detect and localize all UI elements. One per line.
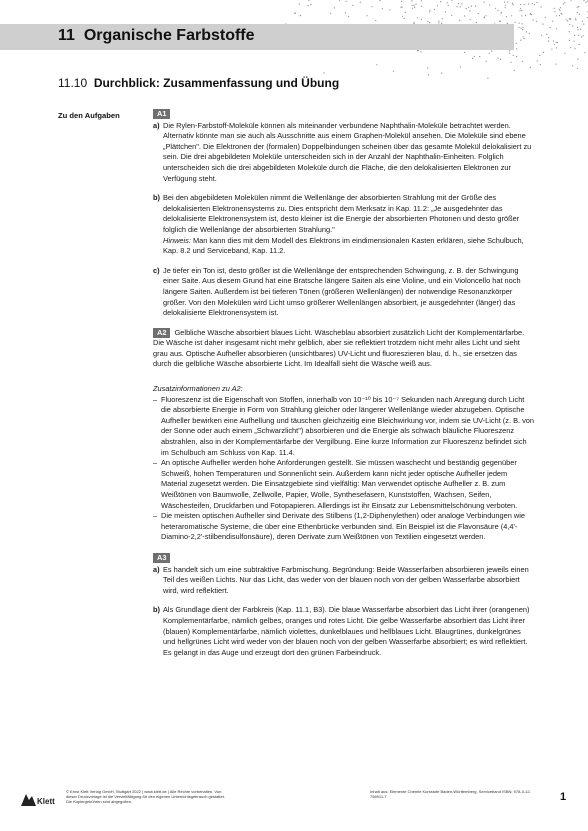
a2-bullet: – Die meisten optischen Aufheller sind Derivate des Stilbens (1,2-Diphenylethen) oder analoge Verbindungen wie heteraromatische Systeme, die über eine Ethenbrücke verbunden sind. Ein Beispiel ist die Flavonsäure (4,4'-Diamino-2,2'-stilbendisulfonsäure), deren Derivate zum Weißtönen von Textilien eingesetzt werden. xyxy=(153,511,526,542)
page-number: 1 xyxy=(560,791,567,803)
side-label: Zu den Aufgaben xyxy=(58,111,120,120)
a2-bullet: – Fluoreszenz ist die Eigenschaft von Stoffen, innerhalb von 10⁻¹⁰ bis 10⁻⁷ Sekunden nach Anregung durch Licht die absorbierte Energie in Form von Strahlung gleicher oder längerer Wellenlänge wieder abzugeben. Optische Aufheller bewirken eine Aufhellung und täuschen gleichzeitig eine Bleichwirkung vor, indem sie UV-Licht (z. B. von der Sonne oder auch einem „Schwarzlicht") absorbieren und die Energie als schwach bläuliche Fluoreszenz abstrahlen, also in der Komplementärfarbe der Vergilbung. Eine kurze Information zur Fluoreszenz befindet sich im Schulbuch am Schluss von Kap. 11.4. xyxy=(153,394,535,457)
footer-copyright: © Ernst Klett Verlag GmbH, Stuttgart 2022 | www.klett.de | Alle Rechte vorbehalten. Von dieser Druckvorlage ist die Vervielfältigung für den eigenen Unterrichtsgebrauch gestattet. Die Kopiergebühren sind abgegolten. xyxy=(66,789,225,805)
a3-item-a: a) Es handelt sich um eine subtraktive Farbmischung. Begründung: Beide Wasserfarben absorbieren jeweils einen Teil des weißen Lichts. Nur das Licht, das weder von der blauen noch von der gelben Wasserfarbe absorbiert wird, wird reflektiert. xyxy=(153,564,529,595)
klett-logo-icon xyxy=(20,790,56,808)
svg-text:Klett: Klett xyxy=(37,797,55,806)
a2-extra-heading: Zusatzinformationen zu A2: xyxy=(153,384,243,394)
section-title: 11.10 Durchblick: Zusammenfassung und Übung xyxy=(58,76,340,90)
task-badge-a1: A1 xyxy=(153,109,170,119)
task-badge-a2: A2 xyxy=(153,328,170,338)
a1-item-b: b) Bei den abgebildeten Molekülen nimmt die Wellenlänge der absorbierten Strahlung mit der Größe des delokalisierten Elektronensystems zu. Dies entspricht dem Merksatz in Kap. 11.2: „Je ausgedehnter das delokalisierte Elektronensystem ist, desto kleiner ist die Energie der absorbierten Photonen und desto größer folglich die Wellenlänge der absorbierten Strahlung." Hinweis: Man kann dies mit dem Modell des Elektrons im eindimensionalen Kasten erklären, siehe Schulbuch, Kap. 8.2 und Serviceband, Kap. 11.2. xyxy=(153,193,524,256)
task-badge-a3: A3 xyxy=(153,553,170,563)
a1-item-a: a) Die Rylen-Farbstoff-Moleküle können als miteinander verbundene Naphthalin-Moleküle betrachtet werden. Alternativ könnte man sie auch als Ausschnitte aus einem Graphen-Molekül ansehen. Die Moleküle sind ebene „Plättchen". Die Elektronen der (formalen) Doppelbindungen scheinen über das gesamte Molekül delokalisiert zu sein. Die drei abgebildeten Moleküle unterscheiden sich in der Anzahl der Naphthalin-Einheiten. Folglich unterscheiden sich die drei abgebildeten Moleküle durch die Fläche, die den delokalisierten Elektronen zur Verfügung steht. xyxy=(153,120,532,183)
footer-source: Inhalt aus: Elemente Chemie Kursstufe Baden-Württemberg, Serviceband ISBN: 978-3-12-756911-7 xyxy=(370,789,531,800)
a1-item-c: c) Je tiefer ein Ton ist, desto größer ist die Wellenlänge der entsprechenden Schwingung, z. B. der Schwingung einer Saite. Aus diesem Grund hat eine Bratsche längere Saiten als eine Violine, und ein Violoncello hat noch längere Saiten. Außerdem ist bei tieferen Tönen (größeren Wellenlängen) der notwendige Resonanzkörper größer. Von den Molekülen wird Licht umso größerer Wellenlängen absorbiert, je ausgedehnter (länger) das delokalisierte Elektronensystem ist. xyxy=(153,265,521,318)
a2-bullet: – An optische Aufheller werden hohe Anforderungen gestellt. Sie müssen waschecht und beständig gegenüber Schweiß, hohen Temperaturen und Sonnenlicht sein. Außerdem kann nicht jeder optische Aufheller jedem Material zugesetzt werden. Die Einsatzgebiete sind vielfältig: Man verwendet optische Aufheller z. B. zum Weißtönen von Baumwolle, Zellwolle, Papier, Wolle, Synthesefasern, Kunststoffen, Wachsen, Seifen, Wäschesteifen, Druckfarben und Fotopapieren. Allerdings ist ihr Einsatz zur Lebensmittelschönung verboten. xyxy=(153,458,518,510)
main-content xyxy=(153,109,535,667)
a2-paragraph: A2 Gelbliche Wäsche absorbiert blaues Licht. Wäscheblau absorbiert zusätzlich Licht der Komplementärfarbe. Die Wäsche ist daher insgesamt nicht mehr gelblich, aber sie reflektiert trotzdem nicht mehr alles Licht und sieht grau aus. Optische Aufheller absorbieren (unsichtbares) UV-Licht und fluoreszieren blau, d. h., sie ersetzen das durch die gelbliche Wäsche absorbierte Licht. Im Idealfall sieht die Wäsche weiß aus. xyxy=(153,327,525,369)
chapter-title: 11 Organische Farbstoffe xyxy=(58,27,255,44)
a3-item-b: b) Als Grundlage dient der Farbkreis (Kap. 11.1, B3). Die blaue Wasserfarbe absorbiert das Licht ihrer (orangenen) Komplementärfarbe, nämlich gelbes, oranges und rotes Licht. Die gelbe Wasserfarbe absorbiert das Licht ihrer (blauen) Komplementärfarbe, nämlich violettes, dunkelblaues und hellblaues Licht. Blaugrünes, dunkelgrünes und hellgrünes Licht wird weder von der blauen noch von der gelben Wasserfarbe absorbiert; es wird reflektiert. Es gelangt in das Auge und erzeugt dort den grünen Farbeindruck. xyxy=(153,605,530,657)
